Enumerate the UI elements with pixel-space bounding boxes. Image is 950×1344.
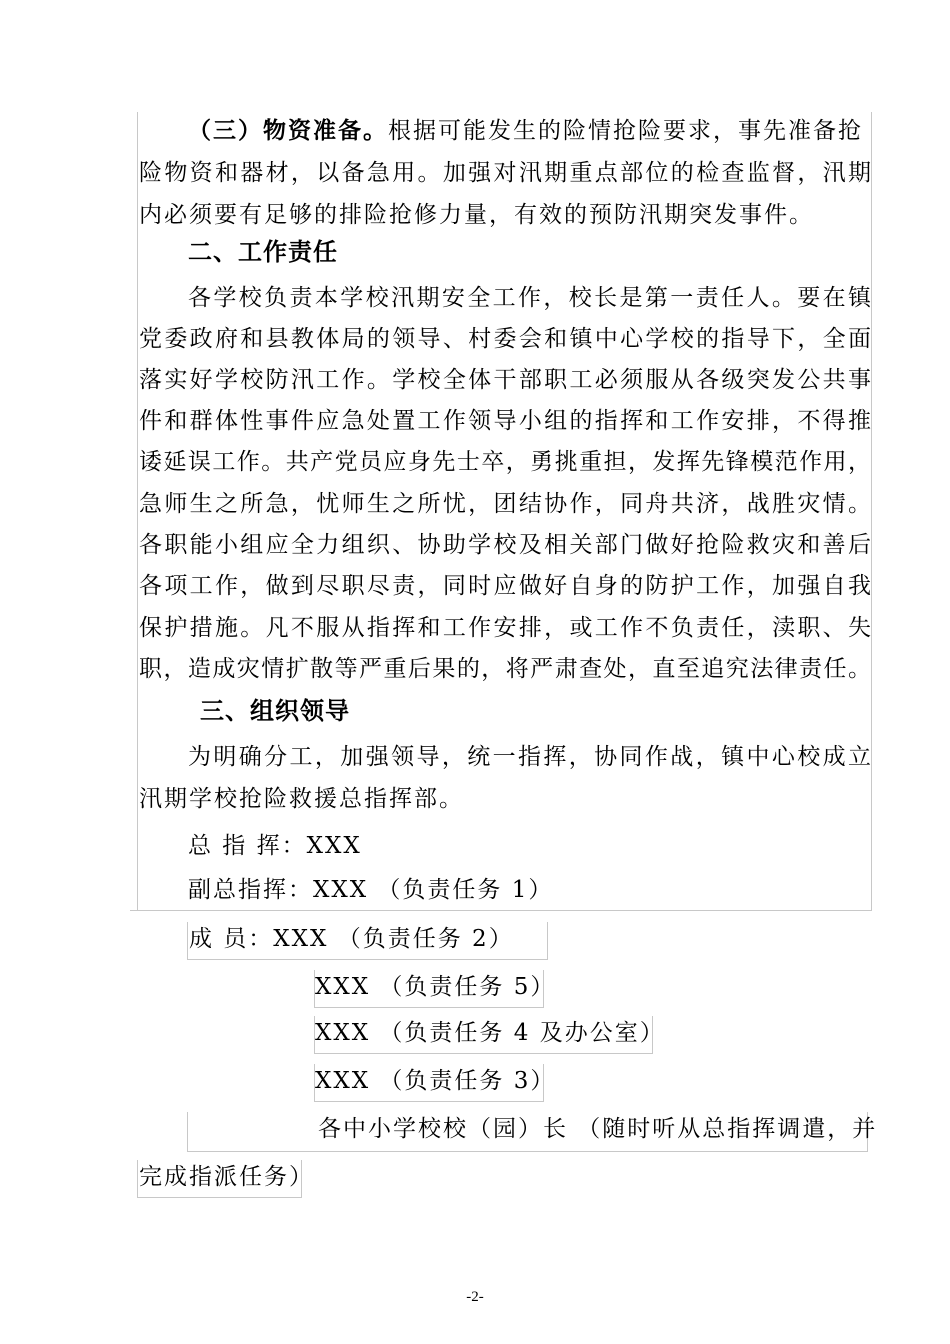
work-line-1: 各学校负责本学校汛期安全工作，校长是第一责任人。要在镇 [188, 285, 871, 311]
section3-line-2: 险物资和器材，以备急用。加强对汛期重点部位的检查监督，汛期 [139, 160, 871, 186]
work-line-9: 保护措施。凡不服从指挥和工作安排，或工作不负责任，渎职、失 [139, 615, 871, 641]
org-intro-line-1: 为明确分工，加强领导，统一指挥，协同作战，镇中心校成立 [188, 744, 871, 770]
work-line-10: 职，造成灾情扩散等严重后果的，将严肃查处，直至追究法律责任。 [139, 656, 871, 682]
cell-border-right [871, 112, 872, 910]
member-line-2: XXX （负责任务 4 及办公室） [315, 1020, 665, 1046]
principals-line-1: 各中小学校校（园）长 （随时听从总指挥调遣，并 [318, 1116, 878, 1142]
member-line-1: XXX （负责任务 5） [315, 974, 556, 1000]
work-line-8: 各项工作，做到尽职尽责，同时应做好自身的防护工作，加强自我 [139, 573, 871, 599]
principals-line-2: 完成指派任务） [139, 1164, 314, 1190]
section3-heading: （三）物资准备。 [188, 118, 388, 144]
cell-border-left [137, 112, 138, 910]
member-line-3: XXX （负责任务 3） [315, 1068, 556, 1094]
cell-border-bottom [130, 910, 872, 911]
work-line-2: 党委政府和县教体局的领导、村委会和镇中心学校的指导下，全面 [139, 326, 871, 352]
deputy-commander-line: 副总指挥：XXX （负责任务 1） [188, 877, 554, 903]
work-line-6: 急师生之所急，忧师生之所忧，团结协作，同舟共济，战胜灾情。 [139, 491, 871, 517]
page-number: -2- [466, 1289, 484, 1305]
section3-line-1 [188, 116, 863, 146]
organization-heading: 三、组织领导 [200, 697, 350, 725]
work-line-7: 各职能小组应全力组织、协助学校及相关部门做好抢险救灾和善后 [139, 532, 871, 558]
members-line: 成 员：XXX （负责任务 2） [189, 926, 514, 952]
work-responsibility-heading: 二、工作责任 [188, 238, 338, 266]
work-line-3: 落实好学校防汛工作。学校全体干部职工必须服从各级突发公共事 [139, 367, 871, 393]
work-line-5: 诿延误工作。共产党员应身先士卒，勇挑重担，发挥先锋模范作用， [139, 449, 871, 475]
work-line-4: 件和群体性事件应急处置工作领导小组的指挥和工作安排，不得推 [139, 408, 871, 434]
org-intro-line-2: 汛期学校抢险救援总指挥部。 [139, 786, 464, 812]
commander-line: 总 指 挥：XXX [188, 833, 362, 859]
section3-line1-text: 根据可能发生的险情抢险要求，事先准备抢 [388, 118, 863, 144]
section3-line-3: 内必须要有足够的排险抢修力量，有效的预防汛期突发事件。 [139, 202, 814, 228]
